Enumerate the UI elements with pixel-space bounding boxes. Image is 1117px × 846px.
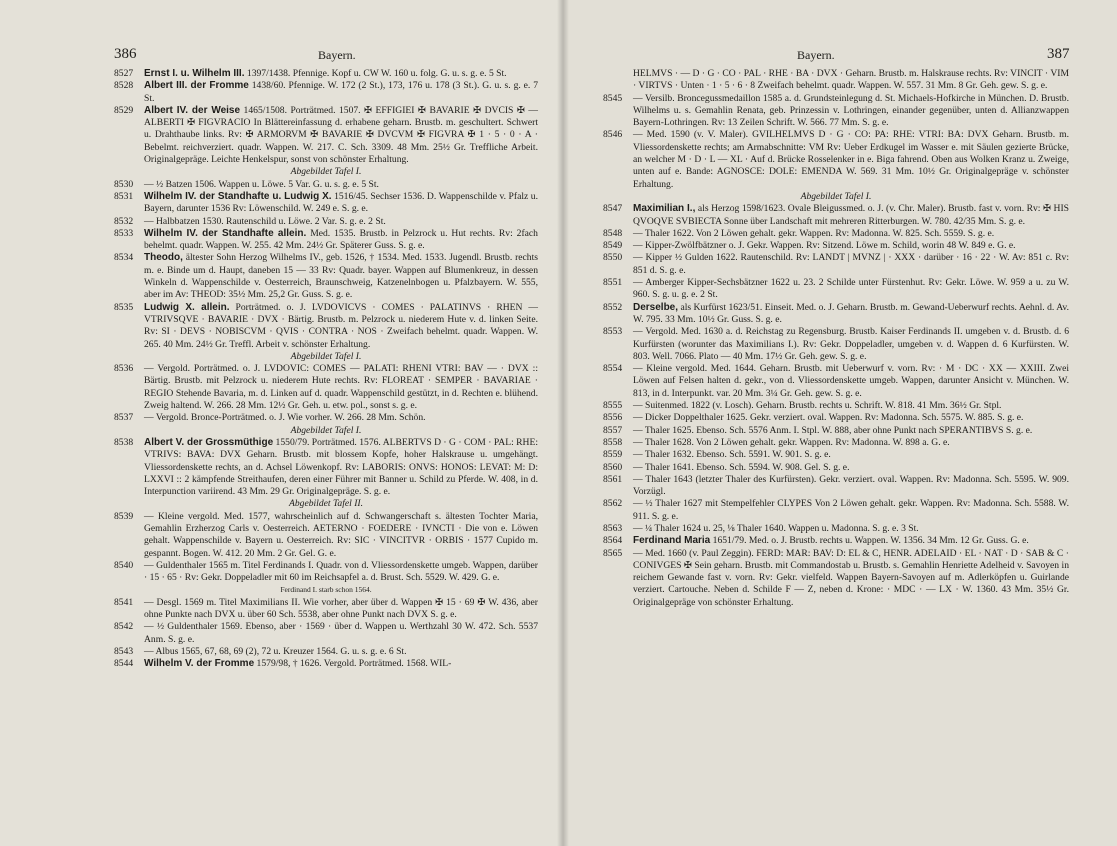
entry-text: HELMVS · — D · G · CO · PAL · RHE · BA · DVX · Geharn. Brustb. m. Halskrause rechts. Rv: VINCIT · VIM · VIRTVS · Unten · 1 · 5 · 6 · 8 Zweifach behelmt. quadr. Wappen. W. 557. 31 Mm. 8 Gr. Geh. gew. S. g. e. — [633, 68, 1069, 92]
entry-number: 8547 — [603, 203, 623, 215]
catalog-entry — [603, 548, 1069, 609]
entry-text: 1516/45. Sechser 1536. D. Wappenschilde v. Pfalz u. Bayern, darunter 1536 Rv: Löwenschild. W. 249 e. S. g. e. — [144, 190, 538, 215]
catalog-entry — [114, 179, 538, 191]
entry-text: — Kipper ½ Gulden 1622. Rautenschild. Rv: LANDT | MVNZ | · XXX · darüber · 16 · 22 · W. Av: 851 c. Rv: 851 d. S. g. e. — [633, 252, 1069, 276]
entry-number: 8555 — [603, 400, 623, 412]
catalog-entry — [603, 68, 1069, 93]
entry-text: ältester Sohn Herzog Wilhelms IV., geb. 1526, † 1534. Med. 1533. Jugendl. Brustb. rechts m. e. Binde um d. Haupt, daneben 15 — 33 Rv: Quadr. bayer. Wappen auf Blumenkreuz, in dessen Winkeln d. Wappenschilde v. Oesterreich, Braunschweig, Katzenelnbogen u. Pfalzbayern. W. 555, aber im Av: THEOD: 35½ Mm. 25,2 Gr. Guss. S. g. e. — [144, 252, 538, 301]
catalog-entry — [114, 560, 538, 585]
entry-text: 1550/79. Porträtmed. 1576. ALBERTVS D · G · COM · PAL: RHE: VTRIVS: BAVA: DVX Geharn. Brustb. mit blossem Kopfe, hoher Halskrause u. umgehängt. Vliessordenskette rechts, an d. Achsel Löwenkopf. Rv: LABORIS: ONVS: HONOS: LEVAT: M: D: LXXVI :: 2 kämpfende Streithaufen, deren einer Führer mit Banner u. Schild zu Pferde. W. 408, in d. Interpunction variirend. 43 Mm. 29 Gr. Originalgepräge. S. g. e. — [144, 436, 538, 498]
entry-number: 8538 — [114, 436, 134, 448]
entry-text: — Versilb. Broncegussmedaillon 1585 a. d. Grundsteinlegung d. St. Michaels-Hofkirche in München. D. Brustb. Wilhelms u. s. Gemahlin Renata, geb. Prinzessin v. Lothringen, einander gegenüber, unten d. Allianzwappen Bayern-Lothringen. Rv: 13 Zeilen Schrift. W. 566. 77 Mm. S. g. e. — [633, 92, 1069, 129]
entry-text: 1651/79. Med. o. J. Brustb. rechts u. Wappen. W. 1356. 34 Mm. 12 Gr. Guss. G. e. — [712, 535, 1029, 547]
entry-text: 1438/60. Pfennige. W. 172 (2 St.), 173, 176 u. 178 (3 St.). G. u. s. g. e. 7 St. — [144, 80, 538, 104]
entry-heading: Wilhelm V. der Fromme — [144, 658, 255, 670]
entry-number: 8564 — [603, 535, 623, 547]
entry-number: 8543 — [114, 645, 134, 657]
entry-heading: Ernst I. u. Wilhelm III. — [144, 68, 245, 79]
entry-number: 8551 — [603, 277, 623, 289]
plate-reference: Abgebildet Tafel II. — [289, 498, 363, 510]
catalog-entry — [114, 68, 538, 80]
entry-text: — Vergold. Porträtmed. o. J. LVDOVIC: COMES — PALATI: RHENI VTRI: BAV — · DVX :: Bärtig. Brustb. mit Pelzrock u. niederem Hute rechts. Rv: FLOREAT · SEMPER · BAVARIAE · REGIO Stehende Bavaria, m. d. Linken auf d. quadr. Wappenschild gestützt, in d. Rechten e. blühend. Zweig haltend. W. 266. 28 Mm. 12½ Gr. Geh. u. etw. pol., sonst s. g. e. — [144, 363, 538, 412]
entry-text: — Thaler 1632. Ebenso. Sch. 5591. W. 901. S. g. e. — [633, 449, 831, 461]
entry-number: 8559 — [603, 449, 623, 461]
entry-text: — ½ Thaler 1627 mit Stempelfehler CLYPES Von 2 Löwen gehalt. gekr. Wappen. Rv: Madonna. Sch. 5588. W. 911. S. g. e. — [633, 498, 1069, 522]
entry-number: 8542 — [114, 621, 134, 633]
running-head: Bayern. — [318, 48, 356, 62]
entry-text: — Suitenmed. 1822 (v. Losch). Geharn. Brustb. rechts u. Schrift. W. 818. 41 Mm. 36½ Gr. Stpl. — [633, 400, 1002, 412]
entry-text: — Med. 1660 (v. Paul Zeggin). FERD: MAR: BAV: D: EL & C, HENR. ADELAID · EL · NAT · D · SAB & C · CONIVGES ✠ Sein geharn. Brustb. mit Commandostab u. Brustb. s. Gemahlin Henriette Adelheid v. Savoyen in reichem Gewande fast v. vorn. Rv: Gekr. vielfeld. Wappen Bayern-Savoyen auf m. Adlerköpfen u. Guirlande verziert. Cartouche. Neben d. Schilde F — Z, neben d. Krone: · MDC · — LX · W. 1360. 43 Mm. 35½ Gr. Originalgepräge von schönster Erhaltung. — [633, 547, 1069, 608]
entry-number: 8557 — [603, 424, 623, 436]
left-column — [114, 68, 538, 671]
entry-number: 8534 — [114, 252, 134, 264]
catalog-entry — [603, 437, 1069, 449]
catalog-entry — [114, 191, 538, 216]
entry-text: — Dicker Doppelthaler 1625. Gekr. verziert. oval. Wappen. Rv: Madonna. Sch. 5575. W. 885. S. g. e. — [633, 412, 1024, 424]
entry-heading: Derselbe, — [633, 301, 679, 313]
plate-reference: Abgebildet Tafel I. — [290, 424, 362, 436]
entry-number: 8562 — [603, 498, 623, 510]
entry-heading: Albert V. der Grossmüthige — [144, 436, 274, 448]
entry-heading: Theodo, — [144, 252, 183, 264]
entry-number: 8532 — [114, 215, 134, 227]
catalog-entry — [603, 203, 1069, 228]
entry-number: 8529 — [114, 104, 134, 116]
entry-number: 8540 — [114, 559, 134, 571]
running-head: Bayern. — [797, 48, 835, 62]
entry-text: 1579/98, † 1626. Vergold. Porträtmed. 1568. WIL- — [256, 658, 452, 670]
catalog-entry — [603, 425, 1069, 437]
entry-text: — Kleine vergold. Med. 1577, wahrscheinlich auf d. Schwangerschaft s. ältesten Tochter Maria, Gemahlin Erzherzog Carls v. Oesterreich. AETERNO · FOEDERE · IVNCTI · Die von e. Löwen gehalt. Wappenschilde v. Bayern u. Oesterreich. Rv: SIC · VINCITVR · ORBIS · 1577 Cupido m. gespannt. Bogen. W. 412. 20 Mm. 2 Gr. Gel. G. e. — [144, 510, 538, 559]
entry-heading: Albert III. der Fromme — [144, 80, 249, 92]
catalog-entry — [603, 277, 1069, 302]
catalog-entry — [114, 437, 538, 498]
entry-text: — ½ Guldenthaler 1569. Ebenso, aber · 1569 · über d. Wappen u. Werthzahl 30 W. 472. Sch. 5537 Anm. S. g. e. — [144, 621, 538, 645]
entry-heading: Wilhelm IV. der Standhafte u. Ludwig X. — [144, 190, 332, 202]
entry-heading: Maximilian I., — [633, 203, 696, 215]
entry-number: 8527 — [114, 68, 134, 79]
entry-number: 8535 — [114, 301, 134, 313]
catalog-entry — [603, 523, 1069, 535]
catalog-entry — [114, 646, 538, 658]
entry-heading: Albert IV. der Weise — [144, 104, 241, 116]
entry-text: — Vergold. Med. 1630 a. d. Reichstag zu Regensburg. Brustb. Kaiser Ferdinands II. umgeben v. d. Brustb. d. 6 Kurfürsten (worunter das Maximilians I.). Rv: Gekr. Doppeladler, umgeben v. d. Wappen d. 6 Kurfürsten. W. 803. Well. 7066. Plato — 40 Mm. 17½ Gr. Geh. gew. S. g. e. — [633, 326, 1069, 362]
catalog-entry — [603, 400, 1069, 412]
entry-number: 8553 — [603, 326, 623, 338]
entry-number: 8530 — [114, 178, 134, 190]
catalog-entry — [603, 498, 1069, 523]
catalog-entry — [114, 621, 538, 646]
entry-text: — Albus 1565, 67, 68, 69 (2), 72 u. Kreuzer 1564. G. u. s. g. e. 6 St. — [144, 645, 407, 657]
entry-number: 8561 — [603, 473, 623, 485]
entry-text: — Med. 1590 (v. V. Maler). GVILHELMVS D · G · CO: PA: RHE: VTRI: BA: DVX Geharn. Brustb. m. Vliessordenskette rechts; am Armabschnitte: VM Rv: Ueber Erdkugel im Wasser e. mit Säulen gezierte Brücke, an welcher M · D · L — XL · Auf d. Brücke Rosselenker in e. Biga fahrend. Oben aus Wolken Kranz u. Zweige, unten auf e. Bande: AGNOSCE: DOLE: EMENDA W. 569. 31 Mm. 10½ Gr. Originalgepräge v. schönster Erhaltung. — [633, 129, 1069, 190]
entry-text: — Thaler 1628. Von 2 Löwen gehalt. gekr. Wappen. Rv: Madonna. W. 898 a. G. e. — [633, 436, 950, 448]
entry-number: 8558 — [603, 436, 623, 448]
entry-text: — Thaler 1643 (letzter Thaler des Kurfürsten). Gekr. verziert. oval. Wappen. Rv: Madonna. Sch. 5595. W. 909. Vorzügl. — [633, 473, 1069, 498]
entry-number: 8554 — [603, 363, 623, 375]
catalog-entry — [603, 228, 1069, 240]
entry-number: 8560 — [603, 461, 623, 473]
catalog-entry — [114, 658, 538, 670]
entry-text: 1397/1438. Pfennige. Kopf u. CW W. 160 u. folg. G. u. s. g. e. 5 St. — [246, 68, 507, 79]
entry-number: 8545 — [603, 92, 623, 104]
catalog-entry — [114, 302, 538, 351]
entry-heading: Wilhelm IV. der Standhafte allein. — [144, 227, 307, 239]
entry-number: 8546 — [603, 129, 623, 141]
entry-number: 8556 — [603, 412, 623, 424]
catalog-entry — [603, 240, 1069, 252]
entry-text: Porträtmed. o. J. LVDOVICVS · COMES · PALATINVS · RHEN — VTRIVSQVE · BAVARIE · DVX · Bärtig. Brustb. m. Pelzrock u. niederem Hute v. d. linken Seite. Rv: SI · DEVS · NOBISCVM · QVIS · CONTRA · NOS · Zweifach behelmt. quadr. Wappen. W. 265. 40 Mm. 24½ Gr. Treffl. Arbeit v. schönster Erhaltung. — [144, 301, 539, 350]
catalog-entry — [603, 326, 1069, 363]
catalog-entry — [114, 80, 538, 105]
footnote: Ferdinand I. starb schon 1564. — [280, 585, 372, 595]
entry-number: 8565 — [603, 547, 623, 559]
catalog-entry — [603, 449, 1069, 461]
entry-number: 8550 — [603, 252, 623, 264]
catalog-entry — [603, 252, 1069, 277]
entry-number: 8533 — [114, 227, 134, 239]
entry-text: als Herzog 1598/1623. Ovale Bleigussmed. o. J. (v. Chr. Maler). Brustb. fast v. vorn. Rv: ✠ HIS QVOQVE SVBIECTA Sonne über Landschaft mit mehreren Ritterburgen. W. 780. 42/35 Mm. S. g. e. — [633, 203, 1070, 227]
plate-reference: Abgebildet Tafel I. — [290, 166, 362, 178]
entry-text: — ½ Batzen 1506. Wappen u. Löwe. 5 Var. G. u. s. g. e. 5 St. — [144, 178, 379, 190]
catalog-entry — [603, 93, 1069, 130]
entry-text: — Amberger Kipper-Sechsbätzner 1622 u. 23. 2 Schilde unter Fürstenhut. Rv: Gekr. Löwe. W. 959 a u. zu W. 960. S. g. u. g. e. 2 St. — [633, 277, 1069, 301]
entry-number: 8563 — [603, 522, 623, 534]
catalog-entry — [114, 216, 538, 228]
entry-heading: Ferdinand Maria — [633, 535, 711, 547]
catalog-entry — [603, 412, 1069, 424]
entry-text: — ¼ Thaler 1624 u. 25, ⅛ Thaler 1640. Wappen u. Madonna. S. g. e. 3 St. — [633, 522, 919, 534]
entry-number: 8549 — [603, 240, 623, 252]
entry-heading: Ludwig X. allein. — [144, 301, 230, 313]
catalog-entry — [114, 228, 538, 253]
entry-text: — Thaler 1641. Ebenso. Sch. 5594. W. 908. Gel. S. g. e. — [633, 461, 850, 473]
entry-number: 8539 — [114, 510, 134, 522]
catalog-entry — [114, 511, 538, 560]
entry-number: 8528 — [114, 80, 134, 92]
catalog-entry — [114, 105, 538, 166]
catalog-entry — [114, 363, 538, 412]
entry-number: 8548 — [603, 227, 623, 239]
plate-reference: Abgebildet Tafel I. — [290, 350, 362, 362]
entry-number: 8536 — [114, 363, 134, 375]
entry-text: — Guldenthaler 1565 m. Titel Ferdinands I. Quadr. von d. Vliessordenskette umgeb. Wappen, darüber · 15 · 65 · Rv: Gekr. Doppeladler mit 60 im Reichsapfel a. d. Brust. Sch. 5529. W. 429. G. e. — [144, 559, 538, 584]
catalog-entry — [603, 462, 1069, 474]
catalog-entry — [603, 363, 1069, 400]
catalog-entry — [114, 412, 538, 424]
entry-number: 8552 — [603, 301, 623, 313]
right-page — [563, 0, 1117, 846]
catalog-entry — [603, 302, 1069, 327]
catalog-entry — [114, 252, 538, 301]
entry-text: — Thaler 1625. Ebenso. Sch. 5576 Anm. I. Stpl. W. 888, aber ohne Punkt nach SPERANTIBVS S. g. e. — [633, 424, 1033, 436]
entry-text: — Halbbatzen 1530. Rautenschild u. Löwe. 2 Var. S. g. e. 2 St. — [144, 215, 386, 227]
catalog-entry — [603, 474, 1069, 499]
entry-text: 1465/1508. Porträtmed. 1507. ✠ EFFIGIEI ✠ BAVARIE ✠ DVCIS ✠ — ALBERTI ✠ FIGVRACIO In Blättereinfassung d. erhabene geharn. Brustb. m. geschultert. Schwert u. Drahthaube links. Rv: ✠ ARMORVM ✠ BAVARIE ✠ DVCVM ✠ FIGVRA ✠ 1 · 5 · 0 · A · Bebelmt. reichverziert. quadr. Wappen. W. 217. C. Sch. 3309. 48 Mm. 25½ Gr. Treffliche Arbeit. Originalgepräge. Leichte Henkelspur, sonst von schönster Erhaltung. — [144, 104, 538, 166]
catalog-entry — [114, 597, 538, 622]
entry-number: 8541 — [114, 596, 134, 608]
page-number: 387 — [1047, 46, 1070, 62]
entry-number: 8537 — [114, 412, 134, 424]
entry-number: 8544 — [114, 658, 134, 670]
book-gutter — [557, 0, 569, 846]
page-number: 386 — [114, 46, 137, 62]
catalog-entry — [603, 129, 1069, 190]
entry-text: — Desgl. 1569 m. Titel Maximilians II. Wie vorher, aber über d. Wappen ✠ 15 · 69 ✠ W. 436, aber ohne Punkte nach DVX u. über 60 Sch. 5538, aber ohne Punkt nach DVX S. g. e. — [144, 596, 538, 621]
entry-text: — Kipper-Zwölfbätzner o. J. Gekr. Wappen. Rv: Sitzend. Löwe m. Schild, worin 48 W. 849 e. G. e. — [633, 240, 1016, 252]
plate-reference: Abgebildet Tafel I. — [800, 190, 872, 202]
entry-text: Med. 1535. Brustb. in Pelzrock u. Hut rechts. Rv: 2fach behelmt. quadr. Wappen. W. 255. 42 Mm. 24½ Gr. Späterer Guss. S. g. e. — [144, 227, 538, 252]
catalog-entry — [603, 535, 1069, 547]
right-column — [603, 68, 1069, 609]
entry-text: — Vergold. Bronce-Porträtmed. o. J. Wie vorher. W. 266. 28 Mm. Schön. — [144, 412, 426, 424]
entry-text: — Kleine vergold. Med. 1644. Geharn. Brustb. mit Ueberwurf v. vorn. Rv: · M · DC · XX — XXIII. Zwei Löwen auf Felsen halten d. gekr., von d. Vliessordenskette umgeb. Wappen, darunter Ansicht v. München. W. 813, in d. Interpunkt. var. 20 Mm. 3¼ Gr. Geh. gew. S. g. e. — [633, 363, 1069, 399]
entry-text: als Kurfürst 1623/51. Einseit. Med. o. J. Geharn. Brustb. m. Gewand-Ueberwurf rechts. Aehnl. d. Av. W. 795. 33 Mm. 10½ Gr. Guss. S. g. e. — [633, 301, 1069, 325]
entry-text: — Thaler 1622. Von 2 Löwen gehalt. gekr. Wappen. Rv: Madonna. W. 825. Sch. 5559. S. g. e. — [633, 227, 995, 239]
entry-number: 8531 — [114, 190, 134, 202]
